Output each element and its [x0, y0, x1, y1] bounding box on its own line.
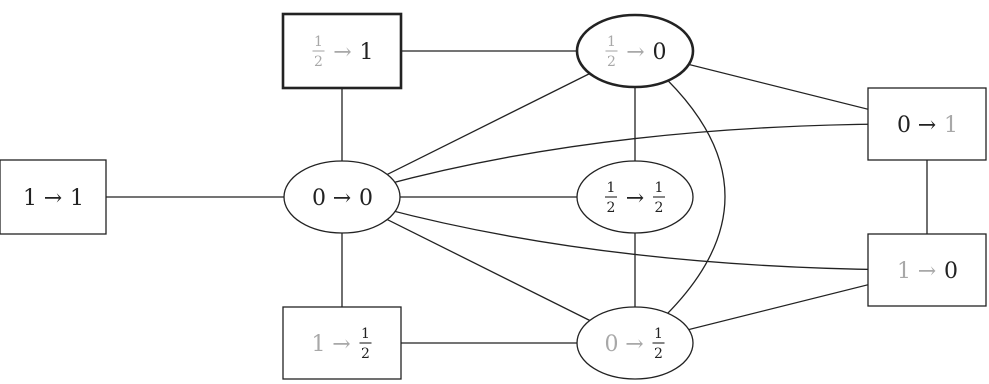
zero-to-half-label-to-numerator: 1	[654, 326, 663, 342]
edge-layer	[53, 51, 927, 343]
half-to-half-label-from-numerator: 1	[606, 180, 616, 196]
one-to-half-label-to-denominator: 2	[361, 346, 370, 362]
zero-to-one-label-arrow: →	[917, 113, 937, 138]
node-one-to-one	[0, 160, 106, 234]
half-to-one-label-to: 1	[359, 40, 374, 65]
node-zero-to-zero	[284, 161, 400, 233]
node-zero-to-one	[868, 88, 986, 160]
one-to-half-label-to-numerator: 1	[361, 326, 370, 342]
one-to-zero-label-from: 1	[897, 259, 911, 284]
half-to-zero-label-arrow: →	[626, 40, 645, 65]
node-half-to-one	[283, 14, 401, 88]
node-one-to-zero	[868, 234, 986, 306]
half-to-half-label-arrow: →	[625, 186, 645, 211]
node-half-to-half	[577, 161, 693, 233]
zero-to-half-label-from: 0	[604, 332, 619, 357]
one-to-half-label-arrow: →	[332, 332, 351, 357]
half-to-zero-label-from-denominator: 2	[607, 54, 616, 70]
half-to-zero-label-to: 0	[652, 40, 667, 65]
node-one-to-half	[283, 307, 401, 379]
one-to-zero-label-arrow: →	[917, 259, 937, 284]
zero-to-one-label-from: 0	[897, 113, 911, 138]
node-half-to-zero	[577, 15, 693, 87]
zero-to-half-label-to-denominator: 2	[654, 346, 663, 362]
zero-to-zero-label-to: 0	[359, 186, 373, 211]
zero-to-zero-label-from: 0	[312, 186, 326, 211]
half-to-half-label-from-denominator: 2	[606, 200, 616, 216]
one-to-one-label-from: 1	[23, 186, 37, 211]
half-to-half-label-to-denominator: 2	[654, 200, 664, 216]
node-zero-to-half	[577, 307, 693, 379]
one-to-one-label-to: 1	[70, 186, 84, 211]
half-to-zero-label-from-numerator: 1	[607, 34, 616, 50]
half-to-half-label-to-numerator: 1	[654, 180, 664, 196]
half-to-one-label-from-numerator: 1	[314, 34, 323, 50]
one-to-half-label-from: 1	[311, 332, 326, 357]
one-to-one-label-arrow: →	[43, 186, 63, 211]
zero-to-one-label-to: 1	[944, 113, 958, 138]
half-to-one-label-from-denominator: 2	[314, 54, 323, 70]
zero-to-half-label-arrow: →	[625, 332, 644, 357]
half-to-one-label-arrow: →	[333, 40, 352, 65]
one-to-zero-label-to: 0	[944, 259, 958, 284]
zero-to-zero-label-arrow: →	[332, 186, 352, 211]
